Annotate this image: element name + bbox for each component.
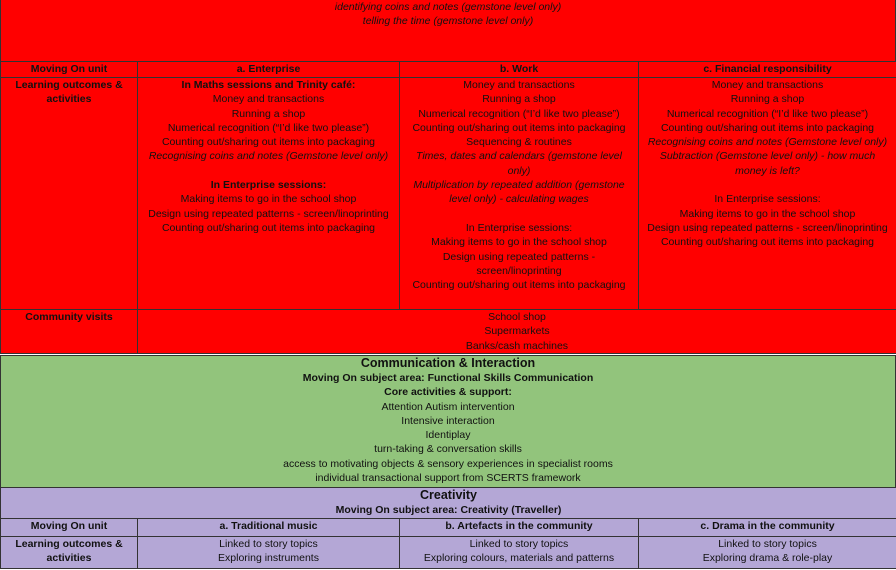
spacer (404, 207, 634, 221)
community-visits-cell (138, 310, 896, 354)
communication-table (0, 355, 896, 488)
outcomes-label (1, 537, 138, 569)
list-item: Counting out/sharing out items into packaging (660, 236, 875, 249)
list-item: Intensive interaction (401, 414, 495, 427)
top-line-1: identifying coins and notes (gemstone level only) (334, 1, 562, 13)
top-line-2: telling the time (gemstone level only) (362, 15, 534, 28)
creativity-outcomes-row (1, 537, 896, 569)
list-item: Recognising coins and notes (Gemstone level only) (148, 150, 389, 163)
list-item: Sequencing & routines (466, 136, 572, 149)
list-item: Numerical recognition (“I’d like two please”) (666, 107, 869, 120)
list-item: Design using repeated patterns - screen/linoprinting (148, 207, 389, 220)
outcomes-label-text: Learning outcomes & activities (15, 79, 123, 106)
header-traditional-music: a. Traditional music (138, 519, 400, 537)
list-item: Multiplication by repeated addition (gemstone level only) - calculating wages (413, 179, 625, 206)
list-item: Exploring instruments (218, 552, 319, 565)
list-item: Making items to go in the school shop (180, 193, 357, 206)
list-item: turn-taking & conversation skills (374, 443, 522, 456)
visit-item: Supermarkets (484, 325, 550, 338)
header-financial: c. Financial responsibility (639, 62, 896, 78)
enterprise-sub-intro: In Enterprise sessions: (210, 179, 327, 192)
list-item: Attention Autism intervention (381, 400, 515, 413)
list-item: Running a shop (730, 93, 805, 106)
list-item: Linked to story topics (718, 538, 817, 550)
communication-core: Core activities & support: (384, 386, 512, 399)
header-drama: c. Drama in the community (639, 519, 896, 537)
top-red-block (0, 0, 896, 62)
header-enterprise: a. Enterprise (138, 62, 400, 78)
financial-cell (639, 78, 896, 310)
list-item: Subtraction (Gemstone level only) - how much money is left? (659, 150, 876, 177)
list-item: Counting out/sharing out items into packaging (660, 121, 875, 134)
list-item: Numerical recognition (“I’d like two please”) (418, 107, 620, 120)
numeracy-header-row (1, 62, 896, 78)
list-item: Numerical recognition (“I’d like two please”) (167, 121, 370, 134)
traditional-music-cell (138, 537, 400, 569)
header-moving-on-unit: Moving On unit (1, 62, 138, 78)
numeracy-table (0, 61, 896, 354)
list-item: Running a shop (231, 107, 306, 120)
spacer (643, 178, 892, 192)
creativity-subject: Moving On subject area: Creativity (Traveller) (335, 504, 562, 516)
enterprise-intro: In Maths sessions and Trinity café: (181, 79, 356, 91)
work-sub-intro: In Enterprise sessions: (465, 221, 573, 234)
creativity-header-row (1, 519, 896, 537)
creativity-table (0, 487, 896, 569)
financial-sub-intro: In Enterprise sessions: (714, 193, 821, 206)
creativity-title-cell (1, 488, 896, 519)
community-visits-label: Community visits (1, 310, 138, 354)
creativity-title-row (1, 488, 896, 519)
community-visits-row (1, 310, 896, 354)
top-continuation-cell (1, 0, 896, 62)
outcomes-label (1, 78, 138, 310)
communication-title: Communication & Interaction (360, 356, 536, 370)
list-item: Making items to go in the school shop (431, 236, 607, 249)
list-item: access to motivating objects & sensory experiences in specialist rooms (283, 457, 613, 470)
list-item: Money and transactions (212, 93, 325, 106)
list-item: Counting out/sharing out items into packaging (412, 279, 626, 292)
spacer (142, 164, 395, 178)
communication-subject: Moving On subject area: Functional Skills Communication (302, 372, 594, 384)
visit-item: Banks/cash machines (465, 339, 569, 352)
list-item: Exploring drama & role-play (702, 552, 833, 565)
outcomes-label-text: Learning outcomes & activities (15, 538, 123, 565)
list-item: Making items to go in the school shop (679, 207, 856, 220)
enterprise-cell (138, 78, 400, 310)
creativity-title: Creativity (420, 488, 477, 502)
list-item: Money and transactions (711, 79, 824, 91)
header-work: b. Work (400, 62, 639, 78)
list-item: Running a shop (482, 93, 556, 106)
list-item: Recognising coins and notes (Gemstone level only) (647, 136, 888, 149)
list-item: Money and transactions (463, 79, 575, 91)
list-item: Counting out/sharing out items into packaging (161, 221, 376, 234)
list-item: Design using repeated patterns - screen/linoprinting (647, 221, 888, 234)
header-artefacts: b. Artefacts in the community (400, 519, 639, 537)
artefacts-cell (400, 537, 639, 569)
list-item: Times, dates and calendars (gemstone level only) (416, 150, 622, 177)
list-item: Exploring colours, materials and patterns (423, 552, 615, 565)
list-item: Design using repeated patterns - screen/linoprinting (442, 250, 596, 277)
visit-item: School shop (488, 311, 546, 323)
list-item: Identiplay (425, 429, 471, 442)
drama-cell (639, 537, 896, 569)
list-item: individual transactional support from SCERTS framework (315, 472, 581, 485)
list-item: Counting out/sharing out items into packaging (161, 136, 376, 149)
communication-cell (1, 356, 896, 488)
work-cell (400, 78, 639, 310)
numeracy-outcomes-row (1, 78, 896, 310)
list-item: Counting out/sharing out items into packaging (412, 121, 626, 134)
header-moving-on-unit: Moving On unit (1, 519, 138, 537)
list-item: Linked to story topics (469, 538, 569, 550)
list-item: Linked to story topics (219, 538, 318, 550)
